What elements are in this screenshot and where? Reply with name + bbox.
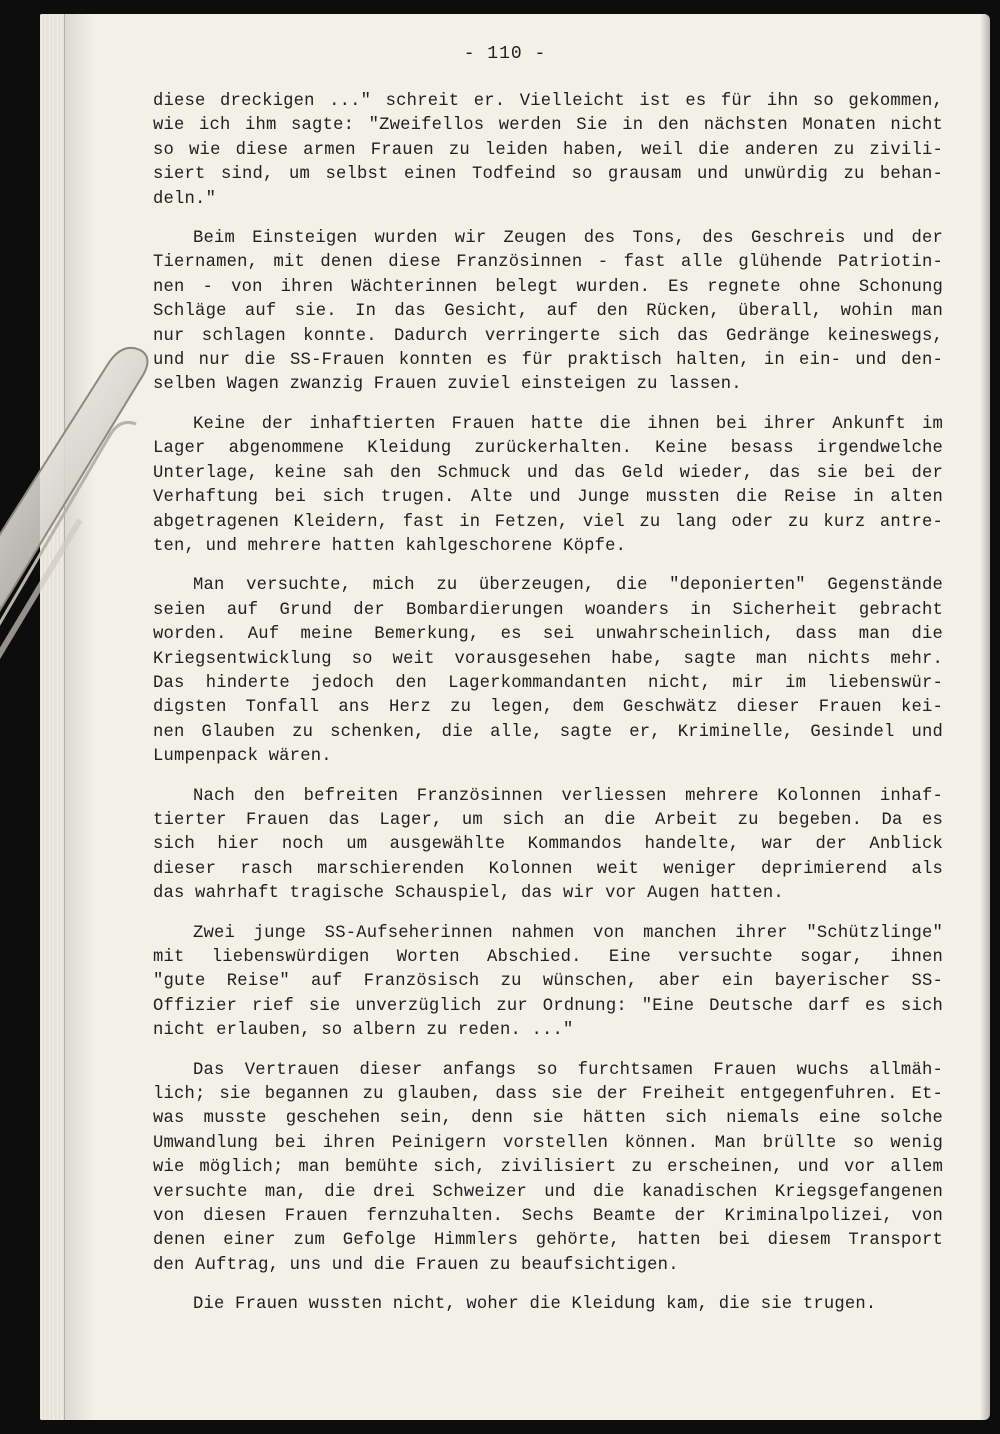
text-line: Schläge auf sie. In das Gesicht, auf den Rücken, überall, wohin man [153,302,943,322]
text-line: digsten Tonfall ans Herz zu legen, dem Geschwätz dieser Frauen kei- [153,698,943,718]
page-number: - 110 - [463,44,547,64]
text-line: selben Wagen zwanzig Frauen zuviel einsteigen zu lassen. [153,375,742,395]
text-line: "gute Reise" auf Französisch zu wünschen, aber ein bayerischer SS- [153,972,943,992]
paragraph [153,1059,943,1279]
text-line: Offizier rief sie unverzüglich zur Ordnung: "Eine Deutsche darf es sich [153,996,943,1016]
text-line: diese dreckigen ..." schreit er. Vielleicht ist es für ihn so gekommen, [153,92,943,111]
paragraph [153,922,943,1044]
text-line: Beim Einsteigen wurden wir Zeugen des Tons, des Geschreis und der [193,229,943,249]
text-line: Das Vertrauen dieser anfangs so furchtsamen Frauen wuchs allmäh- [193,1060,943,1080]
text-line: Zwei junge SS-Aufseherinnen nahmen von manchen ihrer "Schützlinge" [193,923,943,943]
text-line: Lager abgenommene Kleidung zurückerhalten. Keine besass irgendwelche [153,439,943,459]
text-line: nur schlagen konnte. Dadurch verringerte sich das Gedränge keineswegs, [153,326,943,346]
paragraph [153,785,943,907]
text-line: nicht erlauben, so albern zu reden. ..." [153,1021,574,1041]
text-line: wie möglich; man bemühte sich, zivilisiert zu erscheinen, und vor allem [153,1158,943,1178]
paragraph [153,1293,943,1317]
text-line: tierter Frauen das Lager, um sich an die Arbeit zu begeben. Da es [153,810,943,830]
text-line: sich hier noch um ausgewählte Kommandos handelte, war der Anblick [153,835,943,855]
body-text [153,90,943,1333]
text-line: deln." [153,189,217,209]
text-line: nen - von ihren Wächterinnen belegt wurden. Es regnete ohne Schonung [153,277,943,297]
text-line: versuchte man, die drei Schweizer und die kanadischen Kriegsgefangenen [153,1182,943,1202]
text-line: Unterlage, keine sah den Schmuck und das Geld wieder, das sie bei der [153,463,943,483]
text-line: Keine der inhaftierten Frauen hatte die ihnen bei ihrer Ankunft im [193,414,943,434]
text-line: Das hinderte jedoch den Lagerkommandanten nicht, mir im liebenswür- [153,673,943,693]
text-line: Umwandlung bei ihren Peinigern vorstellen können. Man brüllte so wenig [153,1133,943,1153]
paragraph [153,90,943,212]
gutter-shadow [64,14,94,1420]
text-line: worden. Auf meine Bemerkung, es sei unwahrscheinlich, dass man die [153,625,943,645]
text-line: Kriegsentwicklung so weit vorausgesehen habe, sagte man nichts mehr. [153,649,943,669]
text-line: siert sind, um selbst einen Todfeind so grausam und unwürdig zu behan- [153,165,943,185]
paragraph [153,413,943,559]
text-line: Verhaftung bei sich trugen. Alte und Junge mussten die Reise in alten [153,488,943,508]
text-line: lich; sie begannen zu glauben, dass sie der Freiheit entgegenfuhren. Et- [153,1085,943,1105]
text-line: und nur die SS-Frauen konnten es für praktisch halten, in ein- und den- [153,351,943,371]
text-line: den Auftrag, uns und die Frauen zu beaufsichtigen. [153,1255,679,1275]
paragraph [153,227,943,398]
text-line: Man versuchte, mich zu überzeugen, die "deponierten" Gegenstände [193,576,943,596]
text-line: seien auf Grund der Bombardierungen woanders in Sicherheit gebracht [153,600,943,620]
text-line: Tiernamen, mit denen diese Französinnen - fast alle glühende Patriotin- [153,253,943,273]
text-line: wie ich ihm sagte: "Zweifellos werden Sie in den nächsten Monaten nicht [153,116,943,136]
text-line: was musste geschehen sein, denn sie hätten sich niemals eine solche [153,1109,943,1129]
text-line: dieser rasch marschierenden Kolonnen weit weniger deprimierend als [153,859,943,879]
paragraph [153,574,943,769]
right-edge-shadow [980,14,990,1420]
text-line: mit liebenswürdigen Worten Abschied. Eine versuchte sogar, ihnen [153,948,943,967]
text-line: Lumpenpack wären. [153,747,332,767]
text-line: abgetragenen Kleidern, fast in Fetzen, viel zu lang oder zu kurz antre- [153,512,943,532]
text-line: Die Frauen wussten nicht, woher die Kleidung kam, die sie trugen. [193,1295,877,1315]
page-edges [40,14,65,1420]
text-line: Nach den befreiten Französinnen verliessen mehrere Kolonnen inhaf- [193,786,943,806]
text-line: nen Glauben zu schenken, die alle, sagte er, Kriminelle, Gesindel und [153,722,943,742]
text-line: von diesen Frauen fernzuhalten. Sechs Beamte der Kriminalpolizei, von [153,1207,943,1227]
text-line: ten, und mehrere hatten kahlgeschorene Köpfe. [153,536,627,556]
text-line: das wahrhaft tragische Schauspiel, das wir vor Augen hatten. [153,884,784,904]
text-line: denen einer zum Gefolge Himmlers gehörte, hatten bei diesem Transport [153,1231,943,1251]
text-line: so wie diese armen Frauen zu leiden haben, weil die anderen zu zivili- [153,140,943,160]
